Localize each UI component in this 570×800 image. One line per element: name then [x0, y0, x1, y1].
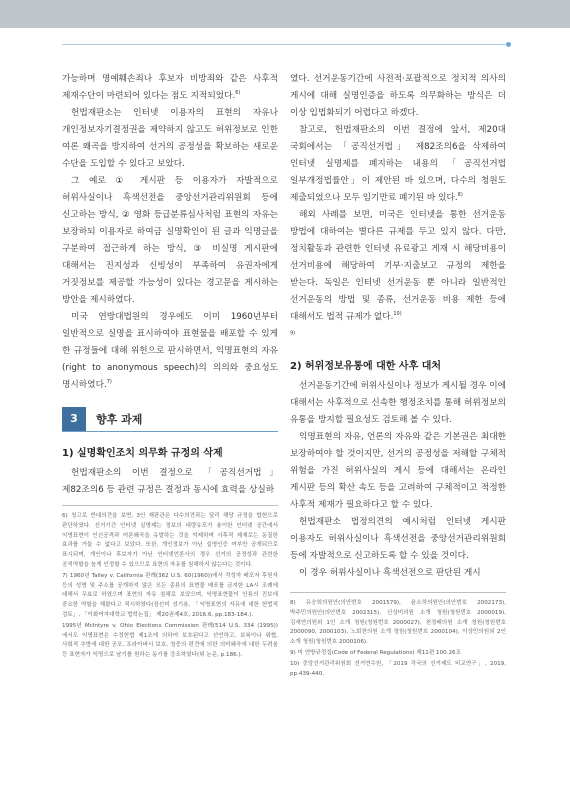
body-paragraph: 미국 연방대법원의 경우에도 이미 1960년부터 일반적으로 실명을 표시하여야 표현물을 배포할 수 있게 한 규정들에 대해 위헌으로 판시하면서, 익명표현의 자유(right to anonymous speech)의 의의와 중요성도 명시하였다.$^{7)}$	[62, 312, 278, 390]
header-band	[0, 0, 570, 28]
footnote: 10) 중앙선거관리위원회 선거연수원, 「2019 각국의 선거제도 비교연구」, 2019, pp.439-440.	[290, 660, 506, 677]
footnotes	[62, 505, 278, 661]
body-paragraph: 선거운동기간에 허위사실이나 정보가 게시될 경우 이에 대해서는 사후적으로 신속한 행정조치를 통해 허위정보의 유통을 방지할 필요성도 검토해 볼 수 있다.	[290, 381, 506, 425]
section-heading	[62, 407, 278, 432]
body-paragraph: 헌법재판소 법정의견의 예시처럼 인터넷 게시판 이용자도 허위사실이나 흑색선전을 중앙선거관리위원회 등에 자발적으로 신고하도록 할 수 있을 것이다.	[290, 517, 506, 561]
body-paragraph: 가능하며 명예훼손죄나 후보자 비방죄와 같은 사후적 제재수단이 마련되어 있다는 점도 지적되었다.$^{6)}$	[62, 74, 278, 101]
footnote-marker: 7)	[106, 379, 112, 386]
footnote-marker: 10)	[393, 311, 402, 318]
section-number: 3	[62, 407, 86, 431]
footnote: 6) 청고로 반대의견을 보면, 3인 재판관은 다수의견과는 달리 해당 규정을 합헌으로 판단하였다. 선거기간 인터넷 실명제는 정보의 대량유포가 용이한 인터넷 공간에서 익명표현이 인신공격과 여론왜곡을 유발하는 것을 억제하며 사후적 제재로는 동질한 효과를 거둘 수 없다고 보았다. 또한, 개인정보가 아닌 실명인증 여부만 공개되므로 표시되며, 개인이나 후보자가 아닌 인터넷언론사의 경우 선거의 공정성과 관련한 공적역할을 높게 인정할 수 있으므로 표현의 자유를 침해하지 않는다는 것이다.	[62, 513, 278, 568]
right-column	[290, 71, 506, 680]
header-rule-dot	[506, 42, 511, 47]
footnote: 1995년 McIntyre v. Ohio Elections Commission 판례(514 U.S. 334 (1995))에서도 익명표현은 수정헌법 제1조에 의하여 보호된다고 선언하고, 보복이나 위협, 사회적 추방에 대한 공포, 프라이버시 보호, 청중의 편견에 의한 의미왜곡에 대한 두려움 등 표현자가 익명으로 남기를 원하는 동기를 강조하였다(위 논문, p.186.).	[62, 622, 278, 659]
footnote-marker: 9)	[290, 330, 296, 337]
body-paragraph: 그 예로 ① 게시판 등 이용자가 자발적으로 허위사실이나 흑색선전을 중앙선거관리위원회 등에 신고하는 방식, ② 영화 등급분류심사처럼 표현의 자유는 보장하되 이용자로 하여금 실명확인이 된 글과 익명글을 구분하여 접근하게 하는 방식, ③ 비실명 게시판에 대해서는 진지성과 신빙성이 부족하여 유권자에게 거짓정보를 제공할 가능성이 있다는 경고문을 게시하는 방안을 제시하였다.	[62, 176, 278, 305]
body-paragraph: 이 경우 허위사실이나 흑색선전으로 판단된 게시	[299, 568, 481, 578]
footnote: 9) 미 연방규정집(Code of Federal Regulations) 제11편 100.26조	[290, 649, 461, 656]
header-rule	[62, 44, 508, 45]
footnotes	[290, 592, 506, 679]
body-paragraph: 헌법재판소는 인터넷 이용자의 표현의 자유나 개인정보자기결정권을 제약하지 않고도 허위정보로 인한 여론 왜곡을 방지하여 선거의 공정성을 확보하는 새로운 수단을 도입할 수 있다고 보았다.	[62, 108, 278, 169]
body-paragraph: 익명표현의 자유, 언론의 자유와 같은 기본권은 최대한 보장하여야 할 것이지만, 선거의 공정성을 저해할 구체적 위험을 가진 허위사실의 게시 등에 대해서는 온라인 게시판 등의 확산 속도 등을 고려하여 구체적이고 적정한 사후적 제재가 필요하다고 할 수 있다.	[290, 432, 506, 510]
body-paragraph: 해외 사례를 보면, 미국은 인터넷을 통한 선거운동 방법에 대하여는 별다른 규제를 두고 있지 않다. 다만, 정치활동과 관련한 인터넷 유료광고 게재 시 해당비용이 선거비용에 해당하여 기부·지출보고 규정의 제한을 받는다. 독일은 인터넷 선거운동 뿐 아니라 일반적인 선거운동의 방법 및 종류, 선거운동 비용 제한 등에 대해서도 법적 규제가 없다.$^{10)}$	[290, 210, 506, 322]
body-paragraph: 였다. 선거운동기간에 사전적·포괄적으로 정치적 의사의 게시에 대해 실명인증을 하도록 의무화하는 방식은 더 이상 입법화되기 어렵다고 하겠다.	[290, 74, 506, 118]
footnote-marker: 8)	[457, 192, 463, 199]
subheading: 1) 실명확인조치 의무화 규정의 삭제	[62, 448, 223, 459]
section-title: 향후 과제	[96, 413, 143, 426]
left-column	[62, 71, 278, 662]
subheading: 2) 허위정보유통에 대한 사후 대처	[290, 361, 442, 372]
body-paragraph: 헌법재판소의 이번 결정으로 「공직선거법」 제82조의6 등 관련 규정은 결정과 동시에 효력을 상실하	[62, 468, 278, 495]
body-paragraph: 참고로, 헌법재판소의 이번 결정에 앞서, 제20대 국회에서는 「공직선거법」 제82조의6을 삭제하여 인터넷 실명제를 폐지하는 내용의 「공직선거법 일부개정법률안」이 제안된 바 있으며, 다수의 청원도 제출되었으나 모두 임기만료 폐기된 바 있다.$^{8)}$	[290, 125, 506, 203]
footnote: 7) 1960년 Talley v. California 판례(362 U.S. 60(1960))에서 작성자 배포자 후원자 등의 성명 및 주소를 공개하지 않은 모든 종류의 표현물 배포를 금지한 LA시 조례에 대해서 무효로 하였으며 표현의 자유 침해로 보았으며, 익명표현물이 인류의 진보에 중요한 역할을 해왔다고 적시하였다(장선미 성기용, 「익명표현의 자유에 대한 헌법적 검토」, 「이화여자대학교 법학논집」 제20권제4호, 2016.6, pp.183-184.).	[62, 572, 278, 618]
footnote: 8) 유승희의원안(의안번호 2001579), 윤소하의원안(의안번호 2002173), 박주민의원안(의안번호 2002315), 신상미의원 소개 청원(청원번호 2000019), 김세연의원외 1인 소개 청원(청원번호 2000027), 천정배의원 소개 청원(청원번호 2000090, 2000103), 노회찬의원 소개 청원(청원번호 2000104), 이상민의원외 2인 소개 청원(청원번호 2000106).	[290, 600, 506, 646]
footnote-marker: 6)	[235, 90, 241, 97]
